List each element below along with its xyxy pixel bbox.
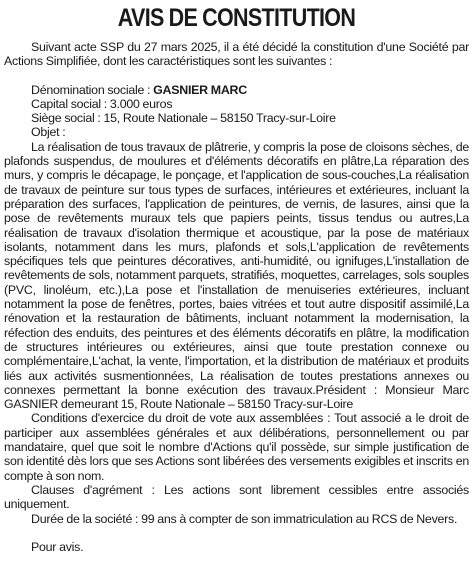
notice-title: AVIS DE CONSTITUTION bbox=[117, 4, 356, 32]
denomination-value: GASNIER MARC bbox=[153, 82, 247, 97]
conditions-paragraph: Conditions d'exercice du droit de vote aux assemblées : Tout associé a le droit de participer aux assemblées générales et aux délibérations, personnellement ou par mandataire, quel que soit le nombre d'Actions qu'il possède, sur simple justification de son identité dès lors que ses Actions sont libérées des versements exigibles et inscrits en compte à son nom. bbox=[4, 411, 469, 483]
objet-paragraph: La réalisation de tous travaux de plâtrerie, y compris la pose de cloisons sèches, de plafonds suspendus, de moulures et d'éléments décoratifs en plâtre,La réparation des murs, y compris le décapage, le ponçage, et l'application de sous-couches,La réalisation de travaux de peinture sur tous types de surfaces, intérieures et extérieures, incluant la préparation des surfaces, l'application de peintures, de vernis, de lasures, ainsi que la pose de revêtements muraux tels que papiers peints, tissus tendus ou autres,La réalisation de travaux d'isolation thermique et acoustique, par la pose de matériaux isolants, notamment dans les murs, plafonds et sols,L'application de revêtements spécifiques tels que peintures décoratives, anti-humidité, ou ignifuges,L'installation de revêtements de sols, notamment parquets, stratifiés, moquettes, carrelages, sols souples (PVC, linoléum, etc.),La pose et l'installation de menuiseries extérieures, incluant notamment la pose de fenêtres, portes, baies vitrées et tout autre dispositif assimilé,La rénovation et la restauration de bâtiments, incluant notamment la modernisation, la réfection des enduits, des peintures et des éléments décoratifs en plâtre, la modification de structures intérieures ou extérieures, ainsi que toute prestation connexe ou complémentaire,L'achat, la vente, l'importation, et la distribution de matériaux et produits liés aux activités susmentionnées, La réalisation de toutes prestations annexes ou connexes permettant la bonne exécution des travaux.Président : Monsieur Marc GASNIER demeurant 15, Route Nationale – 58150 Tracy-sur-Loire bbox=[4, 139, 469, 412]
intro-paragraph: Suivant acte SSP du 27 mars 2025, il a été décidé la constitution d'une Société par Actions Simplifiée, dont les caractéristiques sont les suivantes : bbox=[4, 40, 469, 69]
legal-notice bbox=[4, 4, 469, 554]
siege-line: Siège social : 15, Route Nationale – 58150 Tracy-sur-Loire bbox=[31, 111, 336, 126]
closing-text: Pour avis. bbox=[31, 539, 84, 554]
duree-paragraph: Durée de la société : 99 ans à compter de son immatriculation au RCS de Nevers. bbox=[31, 511, 458, 526]
spacer bbox=[4, 526, 469, 540]
objet-label: Objet : bbox=[31, 125, 66, 140]
spacer bbox=[4, 69, 469, 83]
denomination-line bbox=[4, 83, 469, 97]
agrement-paragraph: Clauses d'agrément : Les actions sont librement cessibles entre associés uniquement. bbox=[4, 482, 469, 512]
denomination-label: Dénomination sociale : bbox=[31, 82, 154, 97]
capital-line: Capital social : 3.000 euros bbox=[31, 96, 173, 111]
